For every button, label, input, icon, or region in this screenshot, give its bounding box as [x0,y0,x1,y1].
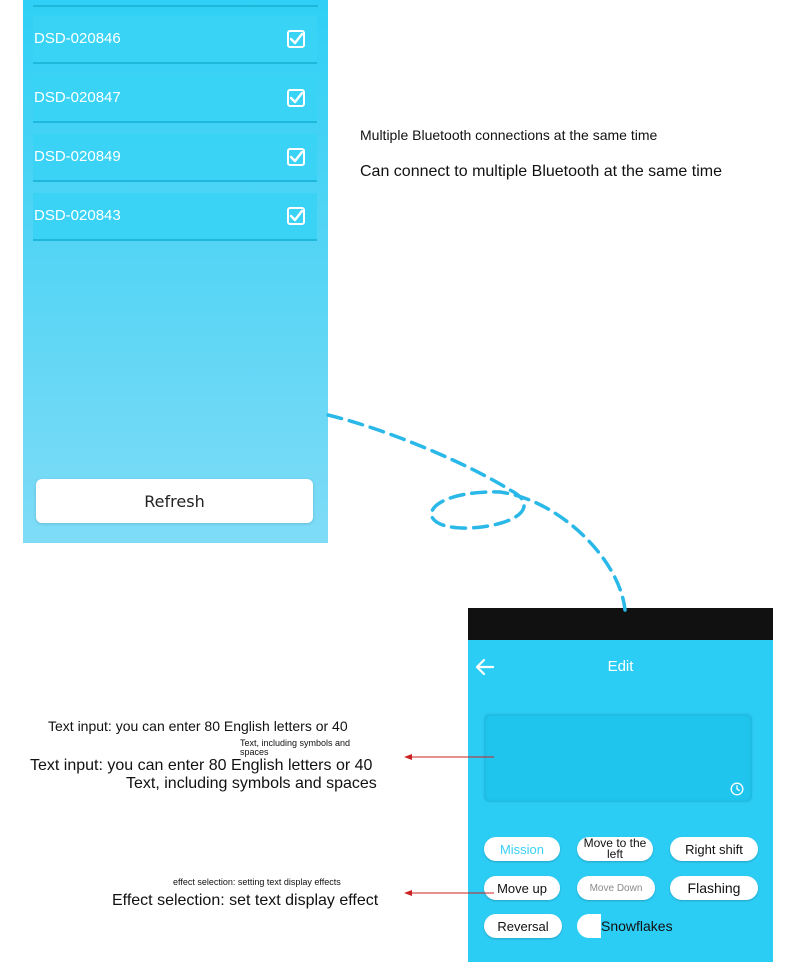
effect-snowflakes-button[interactable]: Snowflakes [577,914,697,938]
effect-move-left-button[interactable]: Move to the left [577,837,653,861]
effect-reversal-button[interactable]: Reversal [484,914,562,938]
effect-snowflakes-button-cap [577,914,601,938]
page-title: Edit [607,658,634,675]
text-input-caption-line-1: Text input: you can enter 80 English letters or 40 [30,757,373,774]
device-name: DSD-020846 [34,30,121,47]
device-item[interactable] [33,134,317,182]
effect-right-shift-button[interactable]: Right shift [670,837,758,861]
effect-caption-large: Effect selection: set text display effect [112,892,379,909]
checkbox-checked-icon[interactable] [287,89,305,107]
clock-icon[interactable] [730,782,744,796]
text-input-area[interactable] [484,714,752,802]
device-list-screen [23,0,328,543]
effect-move-down-button[interactable]: Move Down [577,876,655,900]
refresh-button[interactable]: Refresh [36,479,313,523]
device-name: DSD-020847 [34,89,121,106]
device-name: DSD-020849 [34,148,121,165]
checkbox-checked-icon[interactable] [287,148,305,166]
effect-mission-button[interactable]: Mission [484,837,560,861]
checkbox-checked-icon[interactable] [287,207,305,225]
multi-connection-description: Can connect to multiple Bluetooth at the same time [360,163,722,180]
device-item[interactable] [33,16,317,64]
effect-move-up-button[interactable]: Move up [484,876,560,900]
text-input-caption-small: Text input: you can enter 80 English letters or 40 [48,718,348,734]
text-input-caption-tiny: Text, including symbols and spaces [240,738,351,757]
effect-caption-tiny: effect selection: setting text display effects [173,877,341,887]
divider [33,5,318,7]
multi-connection-title: Multiple Bluetooth connections at the same time [360,127,658,143]
checkbox-checked-icon[interactable] [287,30,305,48]
edit-screen [468,608,773,962]
status-bar [468,608,773,640]
dashed-connector [328,415,625,610]
device-item[interactable] [33,193,317,241]
device-name: DSD-020843 [34,207,121,224]
device-item[interactable] [33,75,317,123]
effect-flashing-button[interactable]: Flashing [670,876,758,900]
text-input-caption-line-2: Text, including symbols and spaces [126,775,377,792]
